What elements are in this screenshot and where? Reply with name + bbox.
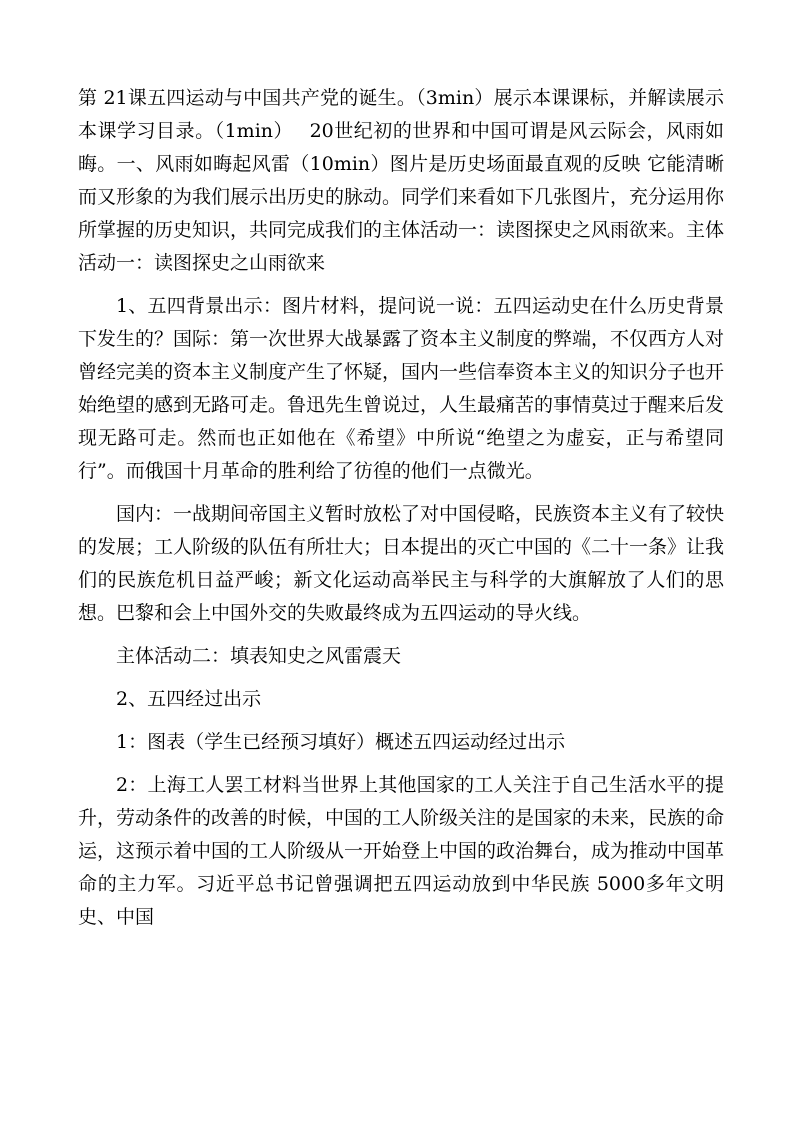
paragraph-intro: 第 21课五四运动与中国共产党的诞生。（3min）展示本课课标，并解读展示本课学习目录。（1min） 20世纪初的世界和中国可谓是风云际会，风雨如晦。一、风雨如晦起风雷（10min）图片是历史场面最直观的反映 它能清晰而又形象的为我们展示出历史的脉动。同学们来看如下几张图片，充分运用你所掌握的历史知识，共同完成我们的主体活动一：读图探史之风雨欲来。主体活动一：读图探史之山雨欲来: [78, 87, 725, 274]
document-body: [78, 82, 724, 944]
paragraph-chart-step: 1：图表（学生已经预习填好）概述五四运动经过出示: [116, 731, 566, 753]
paragraph-domestic: 国内：一战期间帝国主义暂时放松了对中国侵略，民族资本主义有了较快的发展；工人阶级的队伍有所壮大；日本提出的灭亡中国的《二十一条》让我们的民族危机日益严峻；新文化运动高举民主与科学的大旗解放了人们的思想。巴黎和会上中国外交的失败最终成为五四运动的导火线。: [78, 503, 725, 624]
paragraph-background: 1、五四背景出示：图片材料，提问说一说：五四运动史在什么历史背景下发生的？国际：第一次世界大战暴露了资本主义制度的弊端，不仅西方人对曾经完美的资本主义制度产生了怀疑，国内一些信奉资本主义的知识分子也开始绝望的感到无路可走。鲁迅先生曾说过，人生最痛苦的事情莫过于醒来后发现无路可走。然而也正如他在《希望》中所说“绝望之为虚妄，正与希望同行”。而俄国十月革命的胜利给了彷徨的他们一点微光。: [78, 295, 725, 482]
paragraph-shanghai-strike: 2：上海工人罢工材料当世界上其他国家的工人关注于自己生活水平的提升，劳动条件的改善的时候，中国的工人阶级关注的是国家的未来，民族的命运，这预示着中国的工人阶级从一开始登上中国的政治舞台，成为推动中国革命的主力军。习近平总书记曾强调把五四运动放到中华民族 5000多年文明史、中国: [78, 774, 725, 928]
paragraph-process-heading: 2、五四经过出示: [116, 688, 262, 710]
paragraph-activity-two: 主体活动二：填表知史之风雷震天: [116, 645, 402, 667]
